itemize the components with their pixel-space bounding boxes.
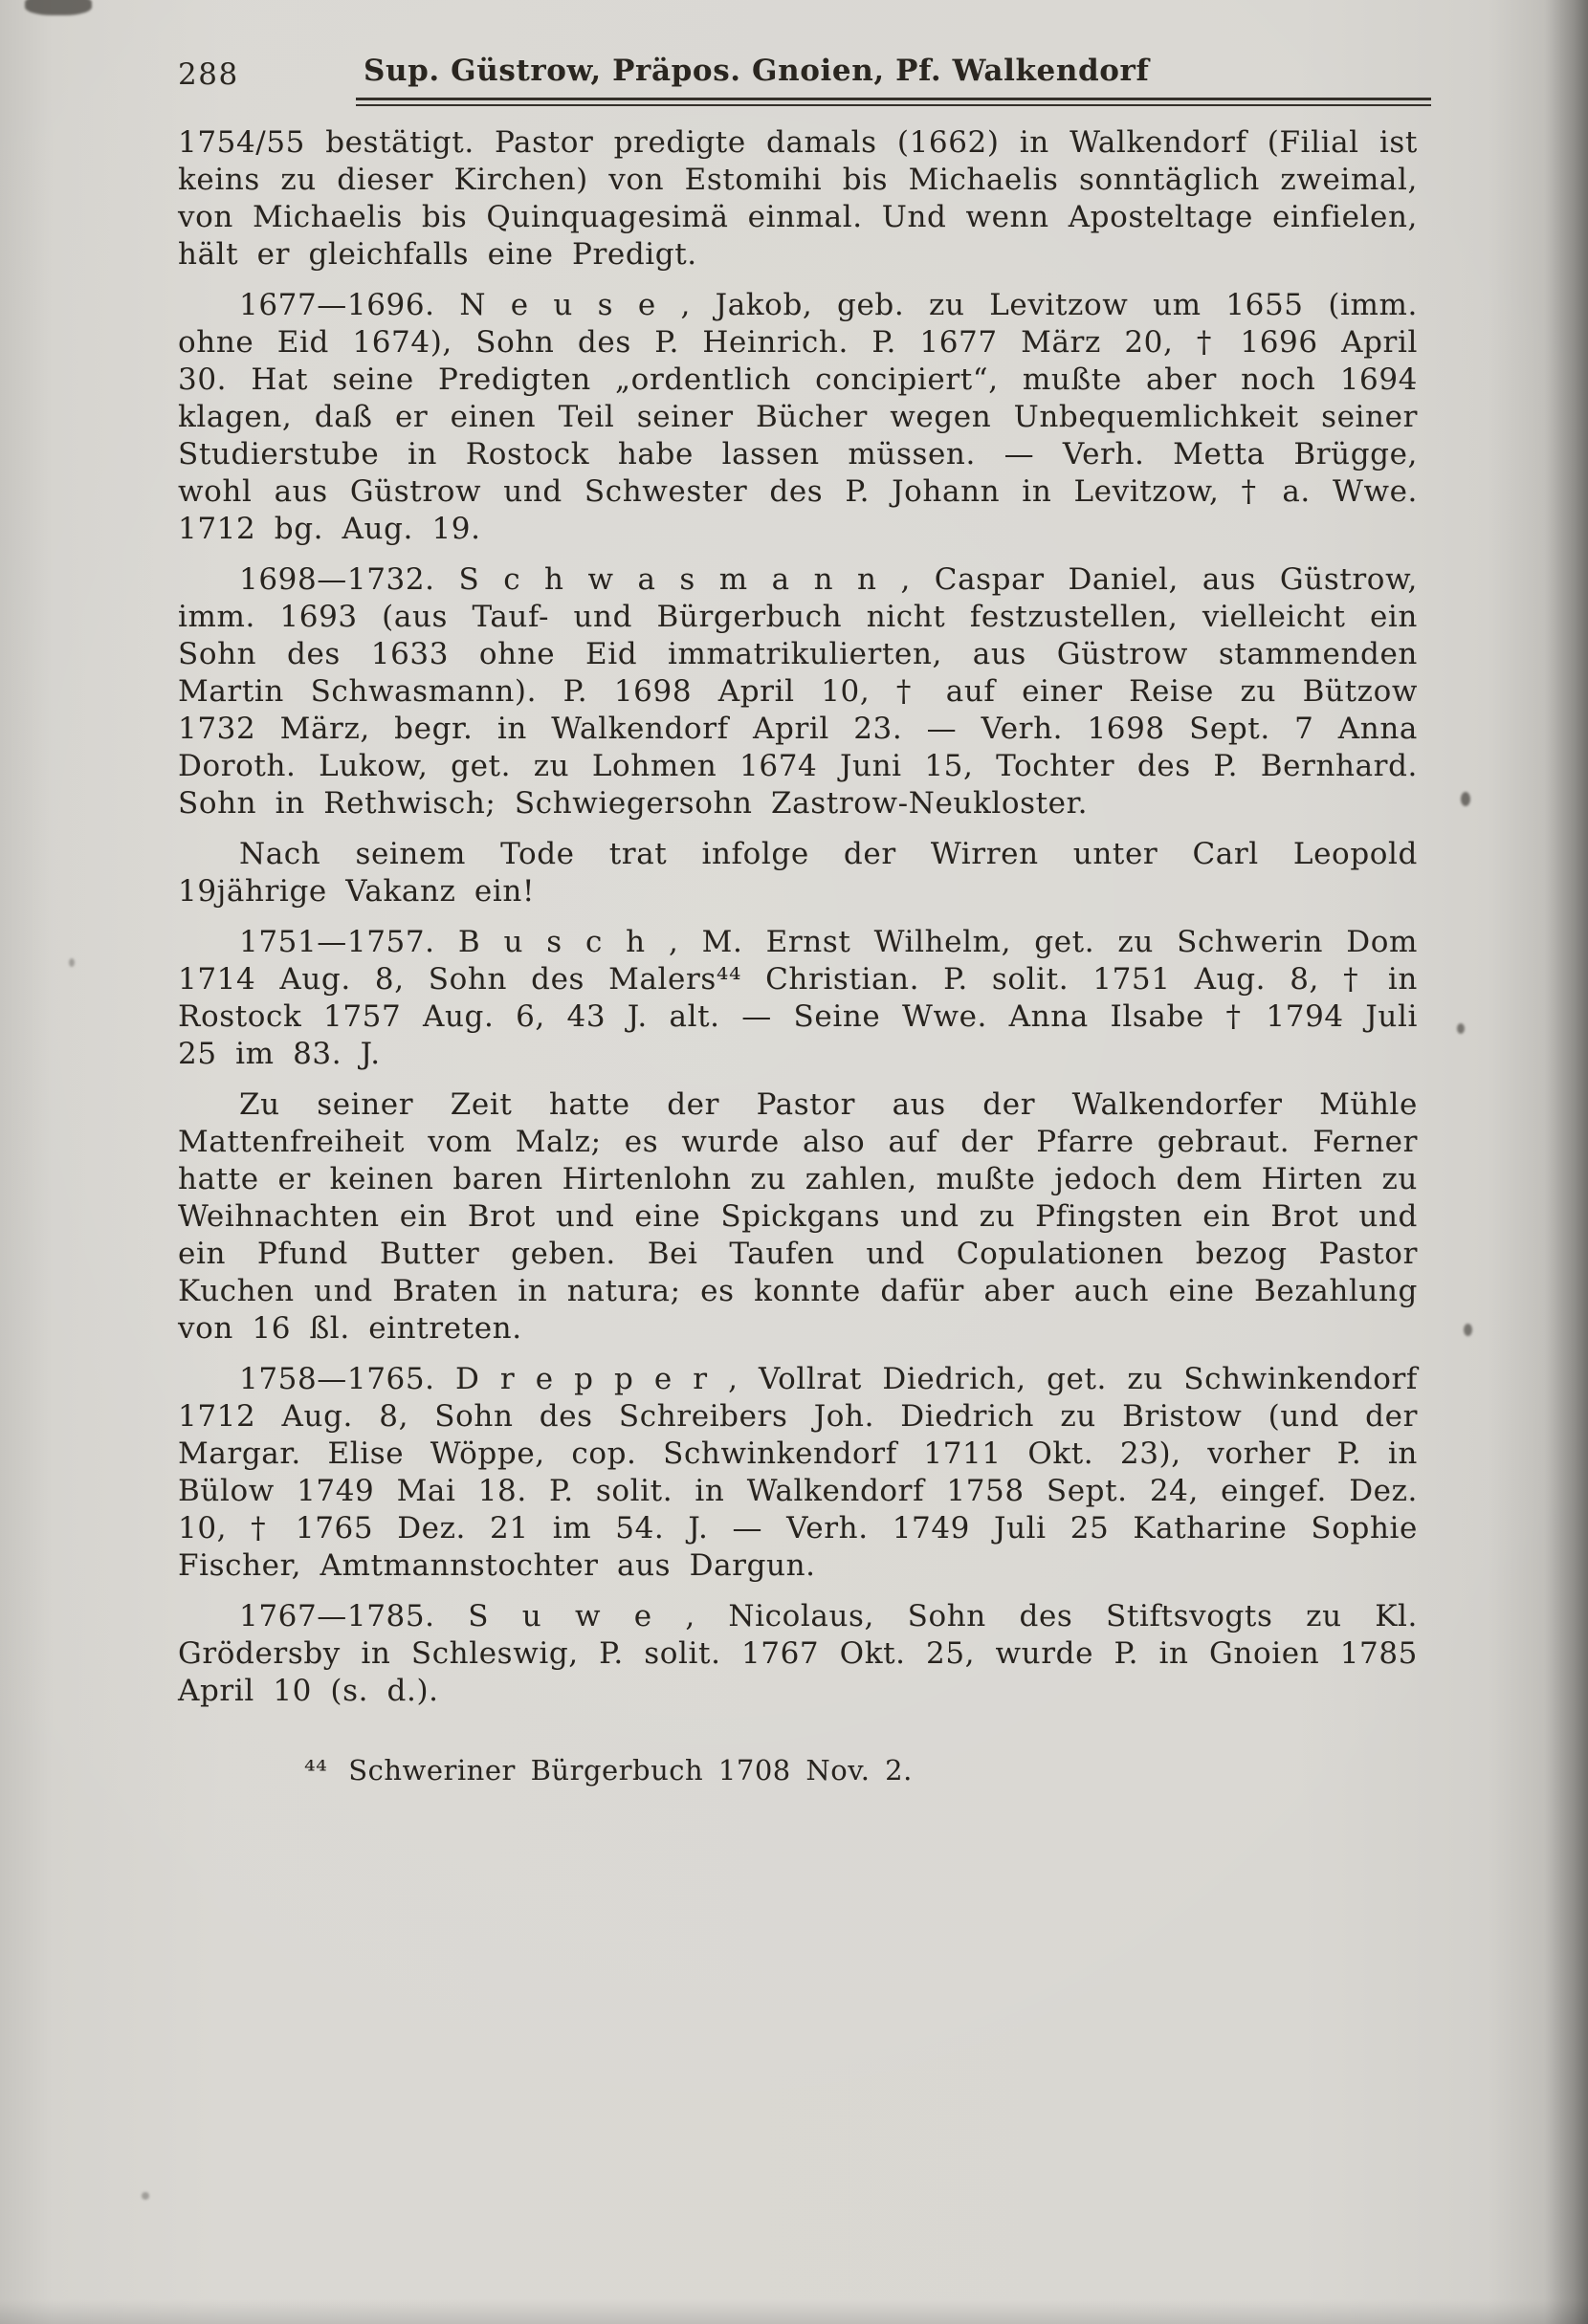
paragraph: 1698—1732. S c h w a s m a n n , Caspar Daniel, aus Güstrow, imm. 1693 (aus Tauf- und Bürgerbuch nicht festzustellen, vielleicht ein Sohn des 1633 ohne Eid immatrikulierten, aus Güstrow stammenden Martin Schwasmann). P. 1698 April 10, † auf einer Reise zu Bützow 1732 März, begr. in Walkendorf April 23. — Verh. 1698 Sept. 7 Anna Doroth. Lukow, get. zu Lohmen 1674 Juni 15, Tochter des P. Bernhard. Sohn in Rethwisch; Schwiegersohn Zastrow-Neukloster. bbox=[178, 562, 1418, 821]
page-header bbox=[178, 54, 1429, 99]
page-number: 288 bbox=[178, 57, 239, 92]
scan-speck bbox=[1457, 1023, 1465, 1034]
header-rule bbox=[356, 98, 1431, 106]
footnote-text: Schweriner Bürgerbuch 1708 Nov. 2. bbox=[348, 1754, 913, 1787]
paragraph: 1677—1696. N e u s e , Jakob, geb. zu Levitzow um 1655 (imm. ohne Eid 1674), Sohn des P. Heinrich. P. 1677 März 20, † 1696 April 30. Hat seine Predigten „ordentlich concipiert“, mußte aber noch 1694 klagen, daß er einen Teil seiner Bücher wegen Unbequemlichkeit seiner Studierstube in Rostock habe lassen müssen. — Verh. Metta Brügge, wohl aus Güstrow und Schwester des P. Johann in Levitzow, † a. Wwe. 1712 bg. Aug. 19. bbox=[178, 288, 1418, 546]
paragraph: Zu seiner Zeit hatte der Pastor aus der Walkendorfer Mühle Mattenfreiheit vom Malz; es wurde also auf der Pfarre gebraut. Ferner hatte er keinen baren Hirtenlohn zu zahlen, mußte jedoch dem Hirten zu Weihnachten ein Brot und eine Spickgans und zu Pfingsten ein Brot und ein Pfund Butter geben. Bei Taufen und Copulationen bezog Pastor Kuchen und Braten in natura; es konnte dafür aber auch eine Bezahlung von 16 ßl. eintreten. bbox=[178, 1087, 1418, 1346]
paragraphs-container bbox=[178, 124, 1418, 1710]
paragraph: 1758—1765. D r e p p e r , Vollrat Diedrich, get. zu Schwinkendorf 1712 Aug. 8, Sohn des Schreibers Joh. Diedrich zu Bristow (und der Margar. Elise Wöppe, cop. Schwinkendorf 1711 Okt. 23), vorher P. in Bülow 1749 Mai 18. P. solit. in Walkendorf 1758 Sept. 24, eingef. Dez. 10, † 1765 Dez. 21 im 54. J. — Verh. 1749 Juli 25 Katharine Sophie Fischer, Amtmannstochter aus Dargun. bbox=[178, 1362, 1418, 1583]
footnote bbox=[304, 1754, 1418, 1787]
page-edge-shadow bbox=[1544, 0, 1588, 2324]
header-rule-thick bbox=[356, 98, 1431, 100]
paragraph: Nach seinem Tode trat infolge der Wirren unter Carl Leopold 19jährige Vakanz ein! bbox=[178, 837, 1418, 909]
header-rule-thin bbox=[356, 104, 1431, 106]
scan-speck bbox=[1464, 1324, 1472, 1336]
scan-speck bbox=[69, 958, 75, 967]
paragraph: 1767—1785. S u w e , Nicolaus, Sohn des Stiftsvogts zu Kl. Grödersby in Schleswig, P. solit. 1767 Okt. 25, wurde P. in Gnoien 1785 April 10 (s. d.). bbox=[178, 1599, 1418, 1708]
paragraph: 1751—1757. B u s c h , M. Ernst Wilhelm, get. zu Schwerin Dom 1714 Aug. 8, Sohn des Malers⁴⁴ Christian. P. solit. 1751 Aug. 8, † in Rostock 1757 Aug. 6, 43 J. alt. — Seine Wwe. Anna Ilsabe † 1794 Juli 25 im 83. J. bbox=[178, 925, 1418, 1071]
page-edge-shadow bbox=[0, 2299, 1588, 2324]
scan-smudge bbox=[25, 0, 92, 15]
footnote-marker: ⁴⁴ bbox=[304, 1754, 328, 1787]
running-title: Sup. Güstrow, Präpos. Gnoien, Pf. Walkendorf bbox=[364, 54, 1150, 88]
text-block bbox=[178, 124, 1418, 1787]
scan-speck bbox=[142, 2192, 149, 2200]
paragraph: 1754/55 bestätigt. Pastor predigte damals (1662) in Walkendorf (Filial ist keins zu dieser Kirchen) von Estomihi bis Michaelis sonntäglich zweimal, von Michaelis bis Quinquagesimä einmal. Und wenn Aposteltage einfielen, hält er gleichfalls eine Predigt. bbox=[178, 125, 1418, 272]
scan-speck bbox=[1461, 792, 1470, 806]
